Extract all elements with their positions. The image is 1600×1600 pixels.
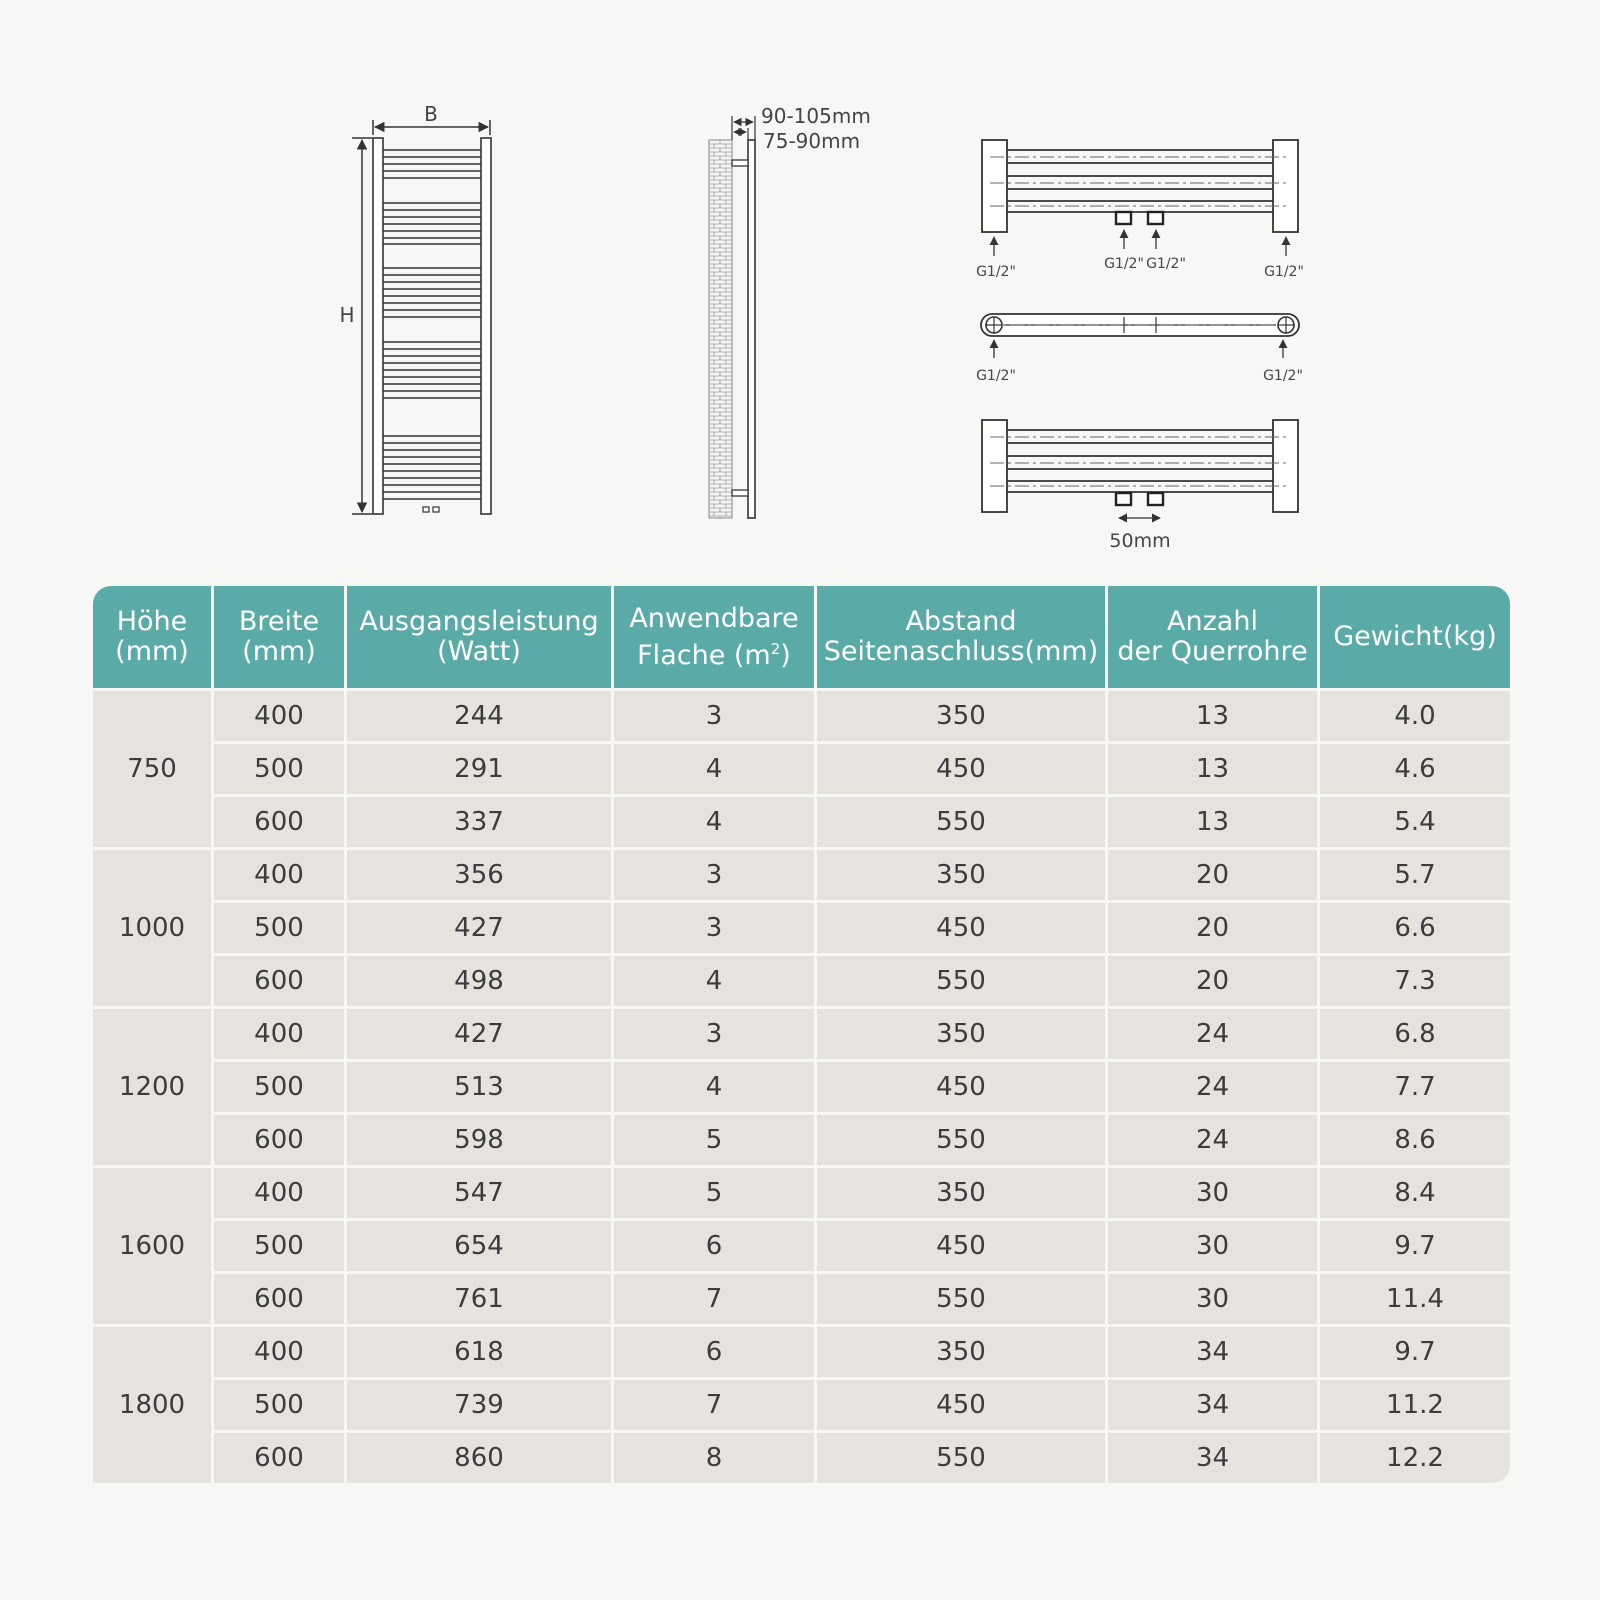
table-row xyxy=(93,691,1510,741)
cell-querrohre: 24 xyxy=(1108,1009,1317,1059)
cell-flache: 4 xyxy=(614,797,814,847)
cell-flache: 4 xyxy=(614,744,814,794)
header-gewicht-line1: Gewicht(kg) xyxy=(1333,621,1497,652)
cell-flache: 4 xyxy=(614,1062,814,1112)
cell-breite: 500 xyxy=(214,1380,344,1430)
cell-gewicht: 9.7 xyxy=(1320,1327,1510,1377)
connection-view-bottom xyxy=(982,420,1298,552)
cell-querrohre: 13 xyxy=(1108,797,1317,847)
cell-gewicht: 11.4 xyxy=(1320,1274,1510,1324)
cell-watt: 860 xyxy=(347,1433,611,1483)
cell-watt: 356 xyxy=(347,850,611,900)
cell-gewicht: 7.7 xyxy=(1320,1062,1510,1112)
table-row xyxy=(93,1433,1510,1483)
cell-gewicht: 9.7 xyxy=(1320,1221,1510,1271)
cell-gewicht: 12.2 xyxy=(1320,1433,1510,1483)
table-row xyxy=(93,1380,1510,1430)
height-group-cell: 1200 xyxy=(93,1009,211,1165)
table-row xyxy=(93,797,1510,847)
cell-flache: 7 xyxy=(614,1380,814,1430)
table-row xyxy=(93,956,1510,1006)
header-flache-line1: Anwendbare xyxy=(629,602,799,634)
cell-querrohre: 20 xyxy=(1108,850,1317,900)
header-breite-line2: (mm) xyxy=(242,636,316,667)
header-abstand-line2: Seitenaschluss(mm) xyxy=(823,636,1099,667)
cell-flache: 5 xyxy=(614,1115,814,1165)
front-view-drawing xyxy=(339,102,491,514)
cell-gewicht: 5.4 xyxy=(1320,797,1510,847)
spacing-label-50mm: 50mm xyxy=(1109,530,1171,552)
cell-flache: 3 xyxy=(614,1009,814,1059)
spec-table-body xyxy=(93,691,1510,1483)
cell-watt: 427 xyxy=(347,1009,611,1059)
cell-flache: 3 xyxy=(614,691,814,741)
height-label-h: H xyxy=(339,303,355,327)
cell-gewicht: 5.7 xyxy=(1320,850,1510,900)
thread-label: G1/2" xyxy=(1104,256,1144,272)
cell-abstand: 350 xyxy=(817,850,1105,900)
cell-watt: 598 xyxy=(347,1115,611,1165)
cell-breite: 600 xyxy=(214,1274,344,1324)
header-flache-sup: 2 xyxy=(770,639,781,658)
height-group-cell: 1600 xyxy=(93,1168,211,1324)
width-label-b: B xyxy=(424,102,438,126)
cell-watt: 654 xyxy=(347,1221,611,1271)
cell-watt: 618 xyxy=(347,1327,611,1377)
cell-querrohre: 24 xyxy=(1108,1062,1317,1112)
table-row xyxy=(93,1221,1510,1271)
cell-querrohre: 34 xyxy=(1108,1433,1317,1483)
cell-abstand: 550 xyxy=(817,1115,1105,1165)
cell-abstand: 450 xyxy=(817,903,1105,953)
cell-breite: 600 xyxy=(214,1433,344,1483)
cell-breite: 400 xyxy=(214,691,344,741)
header-hoehe-line2: (mm) xyxy=(115,636,189,667)
thread-label: G1/2" xyxy=(1263,368,1303,384)
cell-breite: 600 xyxy=(214,797,344,847)
cell-watt: 547 xyxy=(347,1168,611,1218)
cell-flache: 5 xyxy=(614,1168,814,1218)
header-ausgangsleistung-line2: (Watt) xyxy=(437,636,521,667)
cell-breite: 600 xyxy=(214,956,344,1006)
cell-flache: 4 xyxy=(614,956,814,1006)
header-querrohre-line2: der Querrohre xyxy=(1117,636,1308,667)
cell-gewicht: 8.6 xyxy=(1320,1115,1510,1165)
cell-gewicht: 6.8 xyxy=(1320,1009,1510,1059)
thread-label: G1/2" xyxy=(976,368,1016,384)
cell-abstand: 350 xyxy=(817,1327,1105,1377)
cell-breite: 500 xyxy=(214,1221,344,1271)
header-flache-line2: Flache (m xyxy=(637,639,771,671)
cell-abstand: 550 xyxy=(817,956,1105,1006)
header-gewicht xyxy=(1320,586,1510,688)
header-flache-tail: ) xyxy=(780,639,791,671)
header-querrohre xyxy=(1108,586,1317,688)
table-row xyxy=(93,1274,1510,1324)
connection-view-plan xyxy=(976,314,1303,384)
header-querrohre-line1: Anzahl xyxy=(1167,606,1258,637)
table-row xyxy=(93,1009,1510,1059)
cell-querrohre: 30 xyxy=(1108,1221,1317,1271)
cell-flache: 6 xyxy=(614,1327,814,1377)
cell-querrohre: 20 xyxy=(1108,903,1317,953)
cell-querrohre: 24 xyxy=(1108,1115,1317,1165)
wall-distance-label-1: 90-105mm xyxy=(761,104,871,128)
thread-label: G1/2" xyxy=(1146,256,1186,272)
cell-querrohre: 13 xyxy=(1108,691,1317,741)
cell-breite: 400 xyxy=(214,1009,344,1059)
cell-gewicht: 8.4 xyxy=(1320,1168,1510,1218)
cell-gewicht: 6.6 xyxy=(1320,903,1510,953)
cell-abstand: 450 xyxy=(817,744,1105,794)
header-breite xyxy=(214,586,344,688)
header-anwendbare-flache xyxy=(614,586,814,688)
cell-breite: 500 xyxy=(214,744,344,794)
cell-watt: 761 xyxy=(347,1274,611,1324)
table-row xyxy=(93,903,1510,953)
cell-gewicht: 4.6 xyxy=(1320,744,1510,794)
table-row xyxy=(93,1327,1510,1377)
cell-watt: 513 xyxy=(347,1062,611,1112)
cell-breite: 500 xyxy=(214,1062,344,1112)
header-ausgangsleistung xyxy=(347,586,611,688)
cell-querrohre: 13 xyxy=(1108,744,1317,794)
cell-gewicht: 4.0 xyxy=(1320,691,1510,741)
table-row xyxy=(93,850,1510,900)
technical-drawings xyxy=(0,0,1600,570)
technical-drawings-svg xyxy=(0,0,1600,570)
cell-abstand: 350 xyxy=(817,691,1105,741)
header-abstand-line1: Abstand xyxy=(905,606,1017,637)
cell-querrohre: 30 xyxy=(1108,1168,1317,1218)
header-abstand xyxy=(817,586,1105,688)
thread-label: G1/2" xyxy=(1264,264,1304,280)
cell-abstand: 550 xyxy=(817,1274,1105,1324)
cell-breite: 600 xyxy=(214,1115,344,1165)
cell-abstand: 550 xyxy=(817,797,1105,847)
cell-querrohre: 30 xyxy=(1108,1274,1317,1324)
cell-watt: 498 xyxy=(347,956,611,1006)
cell-breite: 500 xyxy=(214,903,344,953)
header-hoehe xyxy=(93,586,211,688)
cell-watt: 337 xyxy=(347,797,611,847)
cell-breite: 400 xyxy=(214,850,344,900)
cell-watt: 427 xyxy=(347,903,611,953)
connection-view-top xyxy=(976,140,1304,280)
cell-gewicht: 7.3 xyxy=(1320,956,1510,1006)
cell-querrohre: 20 xyxy=(1108,956,1317,1006)
cell-flache: 3 xyxy=(614,850,814,900)
cell-querrohre: 34 xyxy=(1108,1380,1317,1430)
cell-abstand: 550 xyxy=(817,1433,1105,1483)
cell-abstand: 350 xyxy=(817,1168,1105,1218)
thread-label: G1/2" xyxy=(976,264,1016,280)
header-hoehe-line1: Höhe xyxy=(116,606,188,637)
cell-watt: 739 xyxy=(347,1380,611,1430)
cell-flache: 6 xyxy=(614,1221,814,1271)
cell-watt: 244 xyxy=(347,691,611,741)
header-row xyxy=(93,586,1510,688)
wall-distance-label-2: 75-90mm xyxy=(763,129,861,153)
header-breite-line1: Breite xyxy=(238,606,320,637)
spec-table xyxy=(90,583,1513,1486)
cell-abstand: 450 xyxy=(817,1221,1105,1271)
cell-abstand: 450 xyxy=(817,1380,1105,1430)
header-ausgangsleistung-line1: Ausgangsleistung xyxy=(359,606,599,637)
cell-flache: 3 xyxy=(614,903,814,953)
cell-gewicht: 11.2 xyxy=(1320,1380,1510,1430)
table-row xyxy=(93,744,1510,794)
cell-watt: 291 xyxy=(347,744,611,794)
cell-querrohre: 34 xyxy=(1108,1327,1317,1377)
cell-flache: 7 xyxy=(614,1274,814,1324)
height-group-cell: 1800 xyxy=(93,1327,211,1483)
height-group-cell: 750 xyxy=(93,691,211,847)
cell-breite: 400 xyxy=(214,1327,344,1377)
table-row xyxy=(93,1168,1510,1218)
cell-abstand: 450 xyxy=(817,1062,1105,1112)
cell-flache: 8 xyxy=(614,1433,814,1483)
height-group-cell: 1000 xyxy=(93,850,211,1006)
cell-breite: 400 xyxy=(214,1168,344,1218)
side-view-drawing xyxy=(709,104,871,518)
table-row xyxy=(93,1062,1510,1112)
cell-abstand: 350 xyxy=(817,1009,1105,1059)
table-row xyxy=(93,1115,1510,1165)
